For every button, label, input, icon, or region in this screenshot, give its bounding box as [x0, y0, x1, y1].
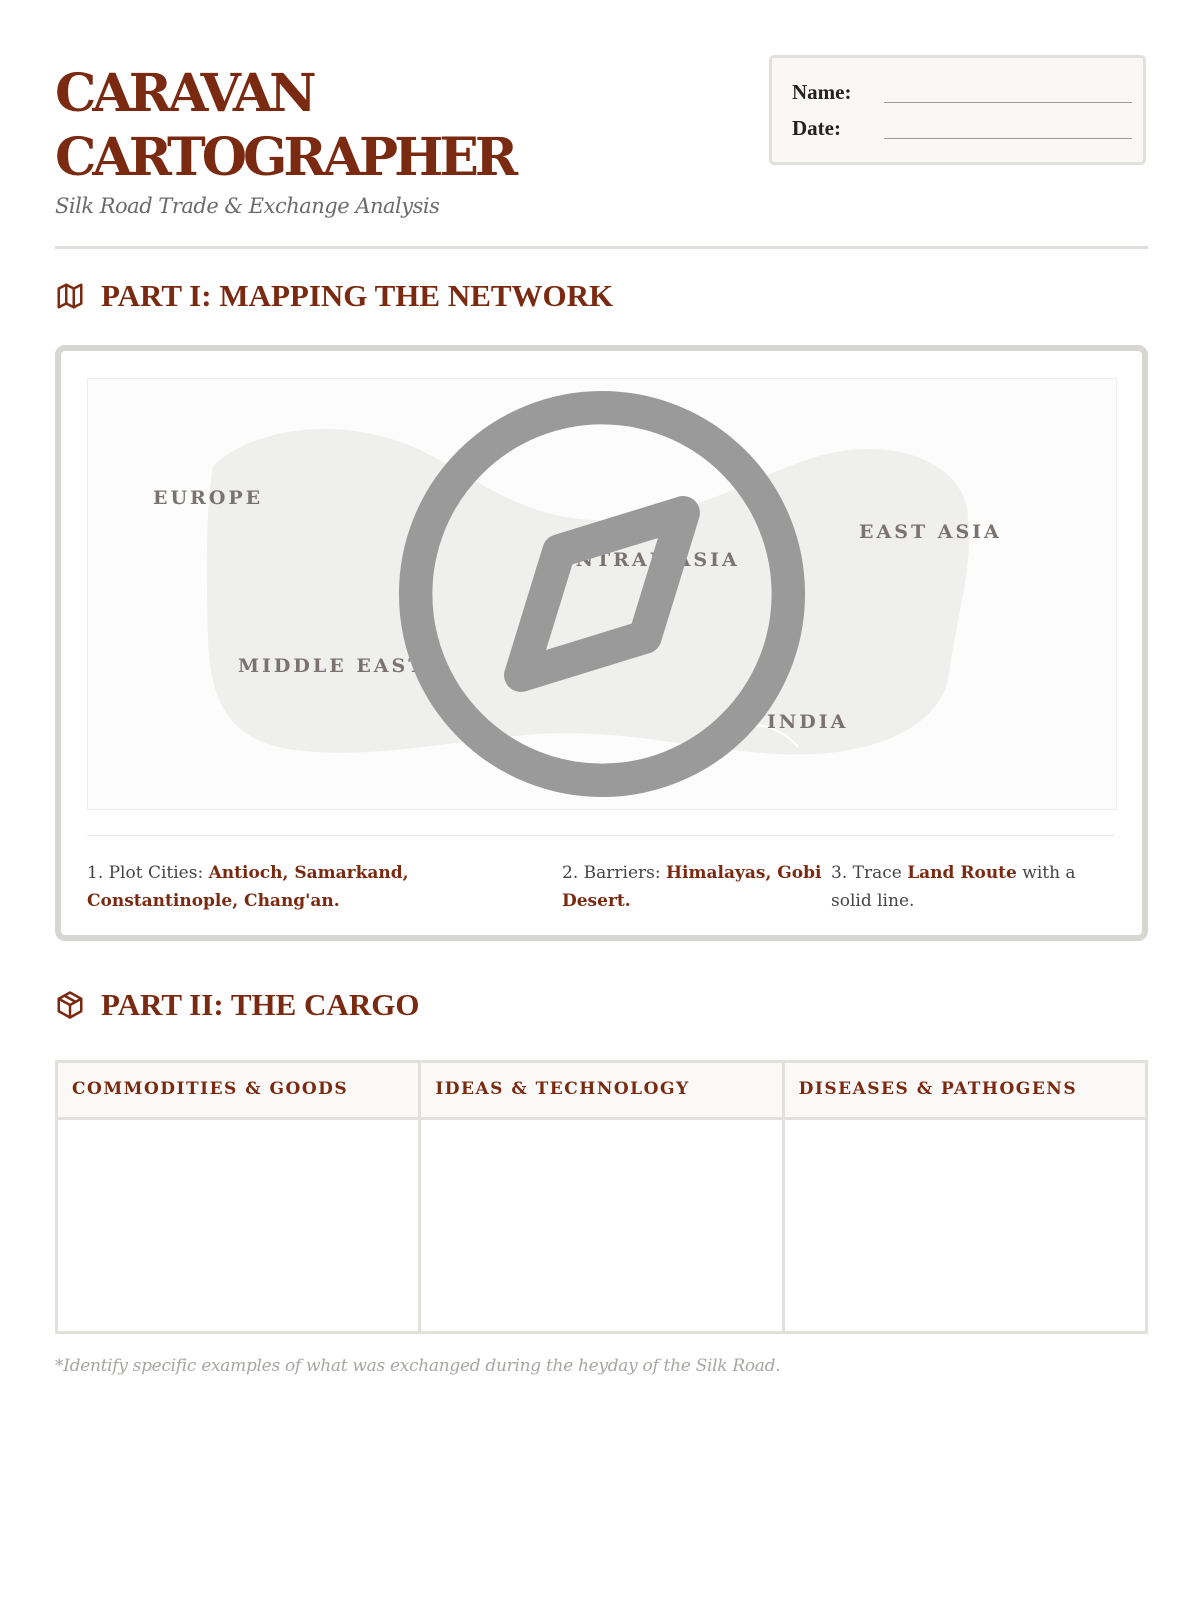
answer-area-diseases[interactable] — [785, 1120, 1145, 1334]
page-title-line-1: CARAVAN — [55, 63, 313, 124]
column-header: IDEAS & TECHNOLOGY — [421, 1063, 781, 1120]
title-block — [55, 62, 655, 218]
section-heading-part-1 — [55, 276, 613, 316]
instruction-1-text: 1. Plot Cities: — [87, 863, 209, 883]
cargo-table — [55, 1060, 1148, 1334]
part-2-title: PART II: THE CARGO — [101, 987, 420, 1022]
instruction-2-highlight: Himalayas, Gobi Desert. — [562, 863, 822, 911]
cargo-column-diseases — [785, 1063, 1145, 1331]
section-heading-part-2 — [55, 985, 419, 1025]
instruction-2-text: 2. Barriers: — [562, 863, 666, 883]
instructions-divider — [87, 835, 1115, 836]
date-label: Date: — [792, 116, 841, 140]
instruction-1 — [87, 859, 437, 915]
worksheet-page — [55, 0, 1148, 1600]
cargo-column-commodities — [58, 1063, 421, 1331]
header-divider — [55, 246, 1148, 249]
box-icon — [55, 990, 85, 1020]
column-header: DISEASES & PATHOGENS — [785, 1063, 1145, 1120]
name-field[interactable] — [792, 80, 1132, 110]
region-label-middle-east: MIDDLE EAST — [238, 655, 426, 677]
compass-icon — [88, 379, 1116, 809]
map-area[interactable] — [87, 378, 1117, 810]
region-label-india: INDIA — [767, 711, 849, 733]
instruction-2 — [562, 859, 832, 915]
answer-area-ideas[interactable] — [421, 1120, 781, 1334]
instruction-3-text: 3. Trace — [831, 863, 908, 883]
name-date-box — [769, 55, 1146, 165]
map-icon — [55, 281, 85, 311]
region-label-central-asia: CENTRAL ASIA — [540, 549, 740, 571]
page-subtitle: Silk Road Trade & Exchange Analysis — [55, 194, 440, 218]
date-line[interactable] — [884, 138, 1132, 139]
column-header: COMMODITIES & GOODS — [58, 1063, 418, 1120]
instruction-1-highlight: Antioch, Samarkand, Constantinople, Chang'an. — [87, 863, 409, 911]
region-label-europe: EUROPE — [153, 487, 264, 509]
page-title-line-2: CARTOGRAPHER — [55, 127, 515, 188]
instruction-3-suffix: with a solid line. — [831, 863, 1076, 911]
date-field[interactable] — [792, 116, 1132, 146]
map-panel — [55, 345, 1148, 941]
instruction-3 — [831, 859, 1101, 915]
cargo-column-ideas — [421, 1063, 784, 1331]
name-line[interactable] — [884, 102, 1132, 103]
answer-area-commodities[interactable] — [58, 1120, 418, 1334]
region-label-east-asia: EAST ASIA — [859, 521, 1002, 543]
footnote: *Identify specific examples of what was exchanged during the heyday of the Silk Road. — [55, 1356, 781, 1376]
instruction-3-highlight: Land Route — [907, 863, 1017, 883]
name-label: Name: — [792, 80, 852, 104]
part-1-title: PART I: MAPPING THE NETWORK — [101, 278, 614, 313]
